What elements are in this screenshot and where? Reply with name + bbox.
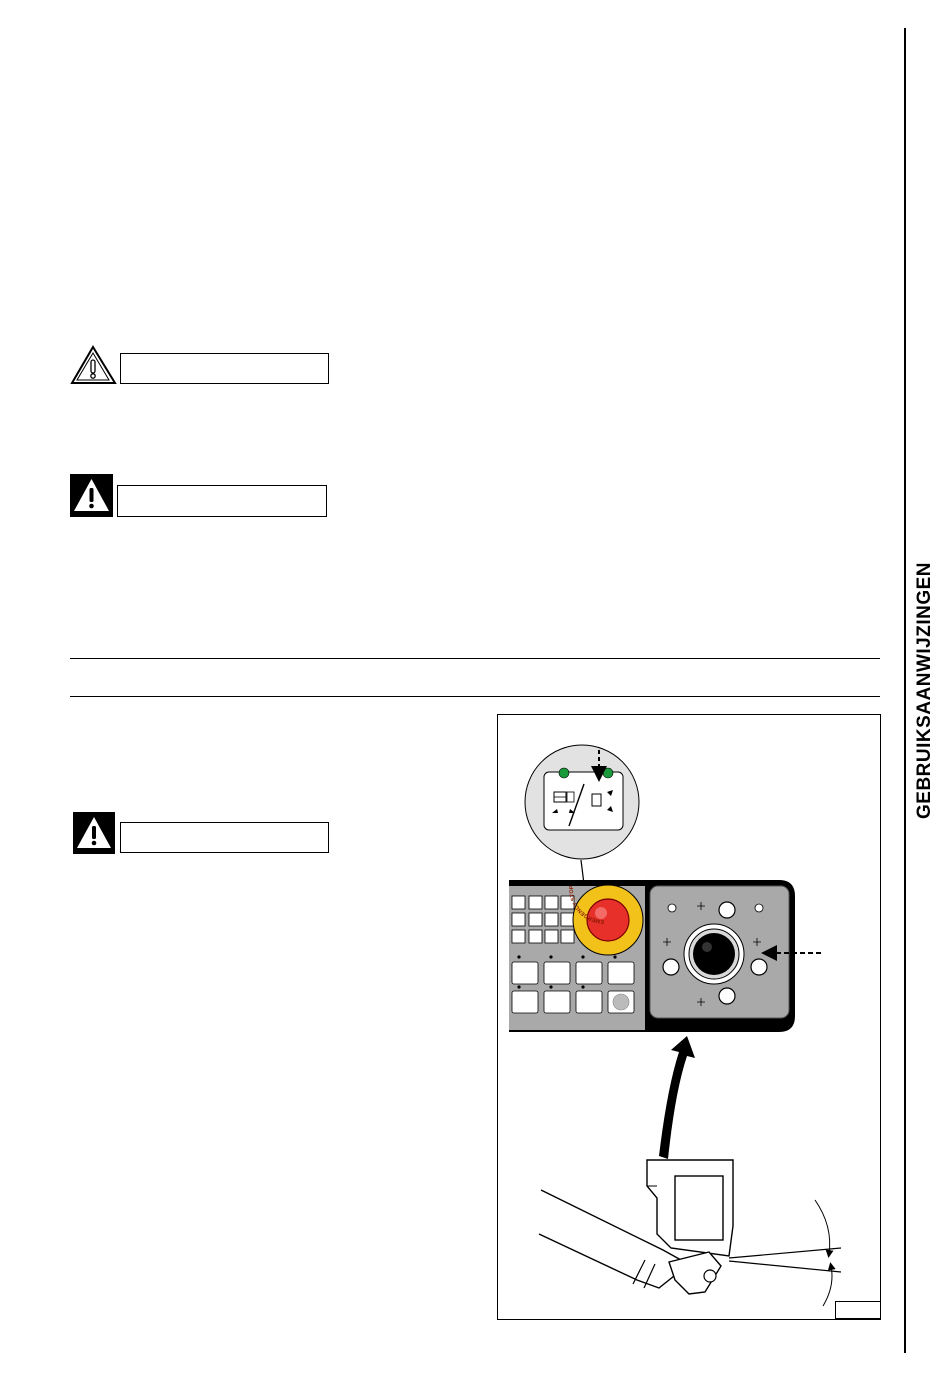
danger-label-box <box>117 485 327 517</box>
led-green-left <box>559 768 569 778</box>
section-rule-bottom <box>70 696 880 697</box>
section-title: GEBRUIKSAANWIJZINGEN <box>914 561 935 819</box>
arm-illustration <box>539 1160 841 1306</box>
svg-text:EMERGENCY STOP: EMERGENCY STOP <box>568 885 605 925</box>
led-green-right <box>603 768 613 778</box>
figure-number-box <box>835 1301 881 1319</box>
callout-arrow <box>659 1036 695 1159</box>
control-panel-figure <box>497 714 881 1320</box>
danger-icon <box>70 474 113 517</box>
caution-icon <box>70 344 118 386</box>
sidebar-rule <box>904 28 906 1353</box>
control-panel <box>509 880 821 1032</box>
danger-icon-2 <box>73 812 115 854</box>
caution-label-box <box>120 353 329 384</box>
section-rule-top <box>70 658 880 659</box>
danger-label-box-2 <box>120 822 329 853</box>
